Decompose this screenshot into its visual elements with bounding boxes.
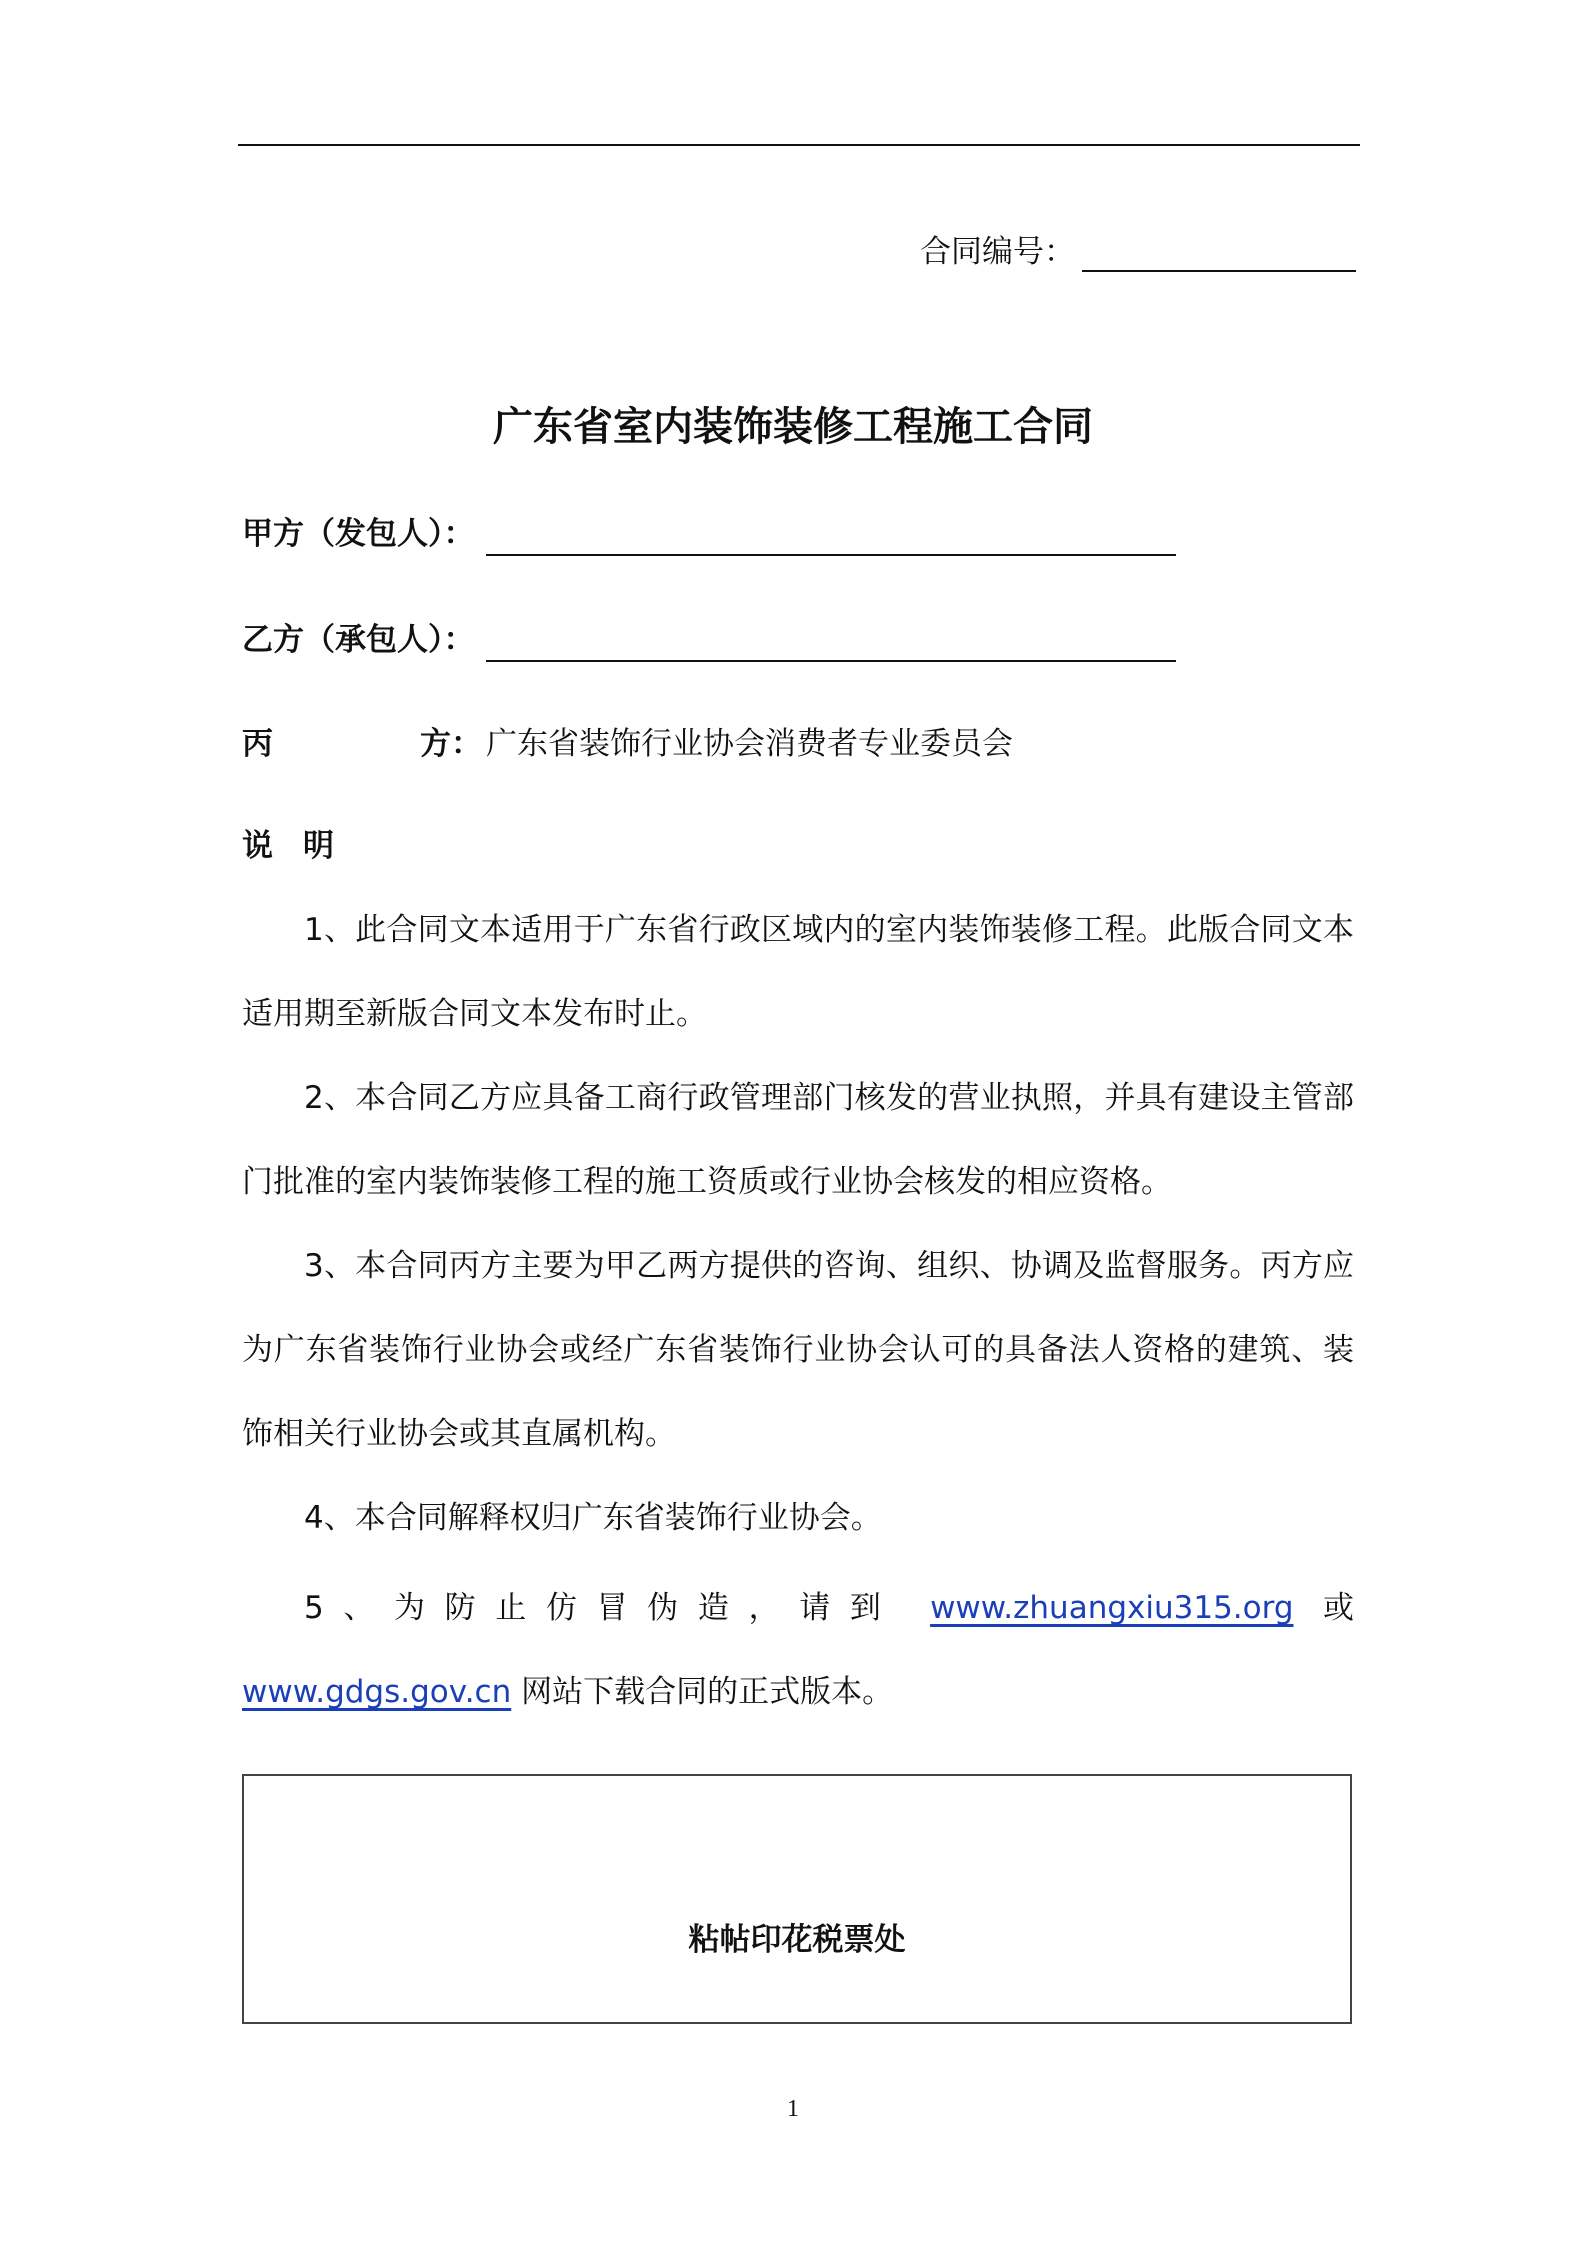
contract-number-field[interactable] xyxy=(1082,270,1356,272)
party-c-label-suffix: 方： xyxy=(420,726,482,762)
note-item-5-middle: 或 xyxy=(1293,1590,1355,1626)
party-b-field[interactable] xyxy=(486,660,1176,662)
party-c-value: 广东省装饰行业协会消费者专业委员会 xyxy=(486,726,1013,762)
contract-number-label: 合同编号： xyxy=(920,234,1075,270)
tax-stamp-box xyxy=(242,1774,1352,2024)
document-title: 广东省室内装饰装修工程施工合同 xyxy=(493,404,1093,450)
note-item-1: 1、此合同文本适用于广东省行政区域内的室内装饰装修工程。此版合同文本适用期至新版合同文本发布时止。 xyxy=(242,912,1354,1032)
header-rule xyxy=(238,144,1360,146)
link-zhuangxiu315[interactable]: www.zhuangxiu315.org xyxy=(930,1590,1294,1626)
party-b-label: 乙方（承包人）： xyxy=(242,622,475,658)
party-a-field[interactable] xyxy=(486,554,1176,556)
note-item-5-prefix: 5、为防止仿冒伪造，请到 xyxy=(304,1590,931,1626)
note-item-5-suffix: 网站下载合同的正式版本。 xyxy=(511,1674,894,1710)
note-item-2: 2、本合同乙方应具备工商行政管理部门核发的营业执照，并具有建设主管部门批准的室内装饰装修工程的施工资质或行业协会核发的相应资格。 xyxy=(242,1080,1354,1200)
tax-stamp-label: 粘帖印花税票处 xyxy=(688,1922,906,1958)
party-a-label: 甲方（发包人）： xyxy=(242,516,475,552)
party-c-label: 丙 xyxy=(242,726,273,762)
page-number: 1 xyxy=(787,2096,799,2122)
link-gdgs[interactable]: www.gdgs.gov.cn xyxy=(242,1674,512,1710)
notes-heading: 说明 xyxy=(242,828,364,864)
note-item-4: 4、本合同解释权归广东省装饰行业协会。 xyxy=(304,1500,882,1536)
note-item-3: 3、本合同丙方主要为甲乙两方提供的咨询、组织、协调及监督服务。丙方应为广东省装饰行业协会或经广东省装饰行业协会认可的具备法人资格的建筑、装饰相关行业协会或其直属机构。 xyxy=(242,1248,1354,1452)
note-item-5 xyxy=(242,1566,1354,1734)
